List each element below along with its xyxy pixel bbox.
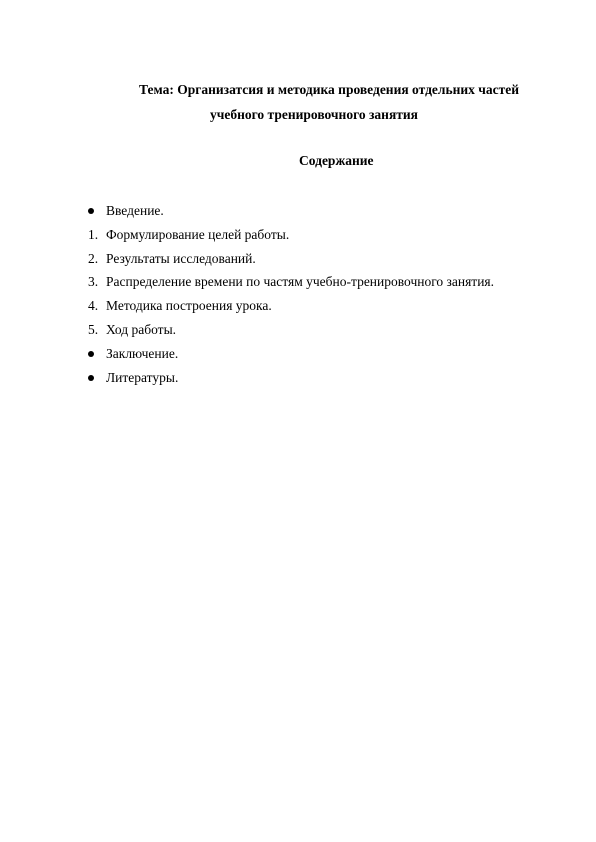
toc-item-text: Ход работы. (106, 322, 177, 337)
bullet-icon (88, 369, 102, 387)
bullet-icon (88, 345, 102, 363)
toc-item-number: 1. (88, 227, 99, 242)
toc-item-text: Заключение. (106, 346, 179, 361)
toc-item-text: Введение. (106, 203, 164, 218)
toc-item-number: 4. (88, 298, 99, 313)
toc-item-text: Результаты исследований. (106, 251, 256, 266)
toc-item-text: Методика построения урока. (106, 298, 272, 313)
document-title-line-1: Тема: Организатсия и методика проведения отдельних частей (139, 82, 520, 97)
bullet-icon (88, 202, 102, 220)
toc-item-text: Распределение времени по частям учебно-тренировочного занятия. (106, 274, 494, 289)
toc-item-text: Формулирование целей работы. (106, 227, 290, 242)
toc-item-number: 3. (88, 274, 99, 289)
toc-item-number: 2. (88, 251, 99, 266)
document-title-line-2: учебного тренировочного занятия (210, 107, 418, 122)
contents-heading: Содержание (299, 153, 374, 168)
toc-item-text: Литературы. (106, 370, 179, 385)
toc-item-number: 5. (88, 322, 99, 337)
